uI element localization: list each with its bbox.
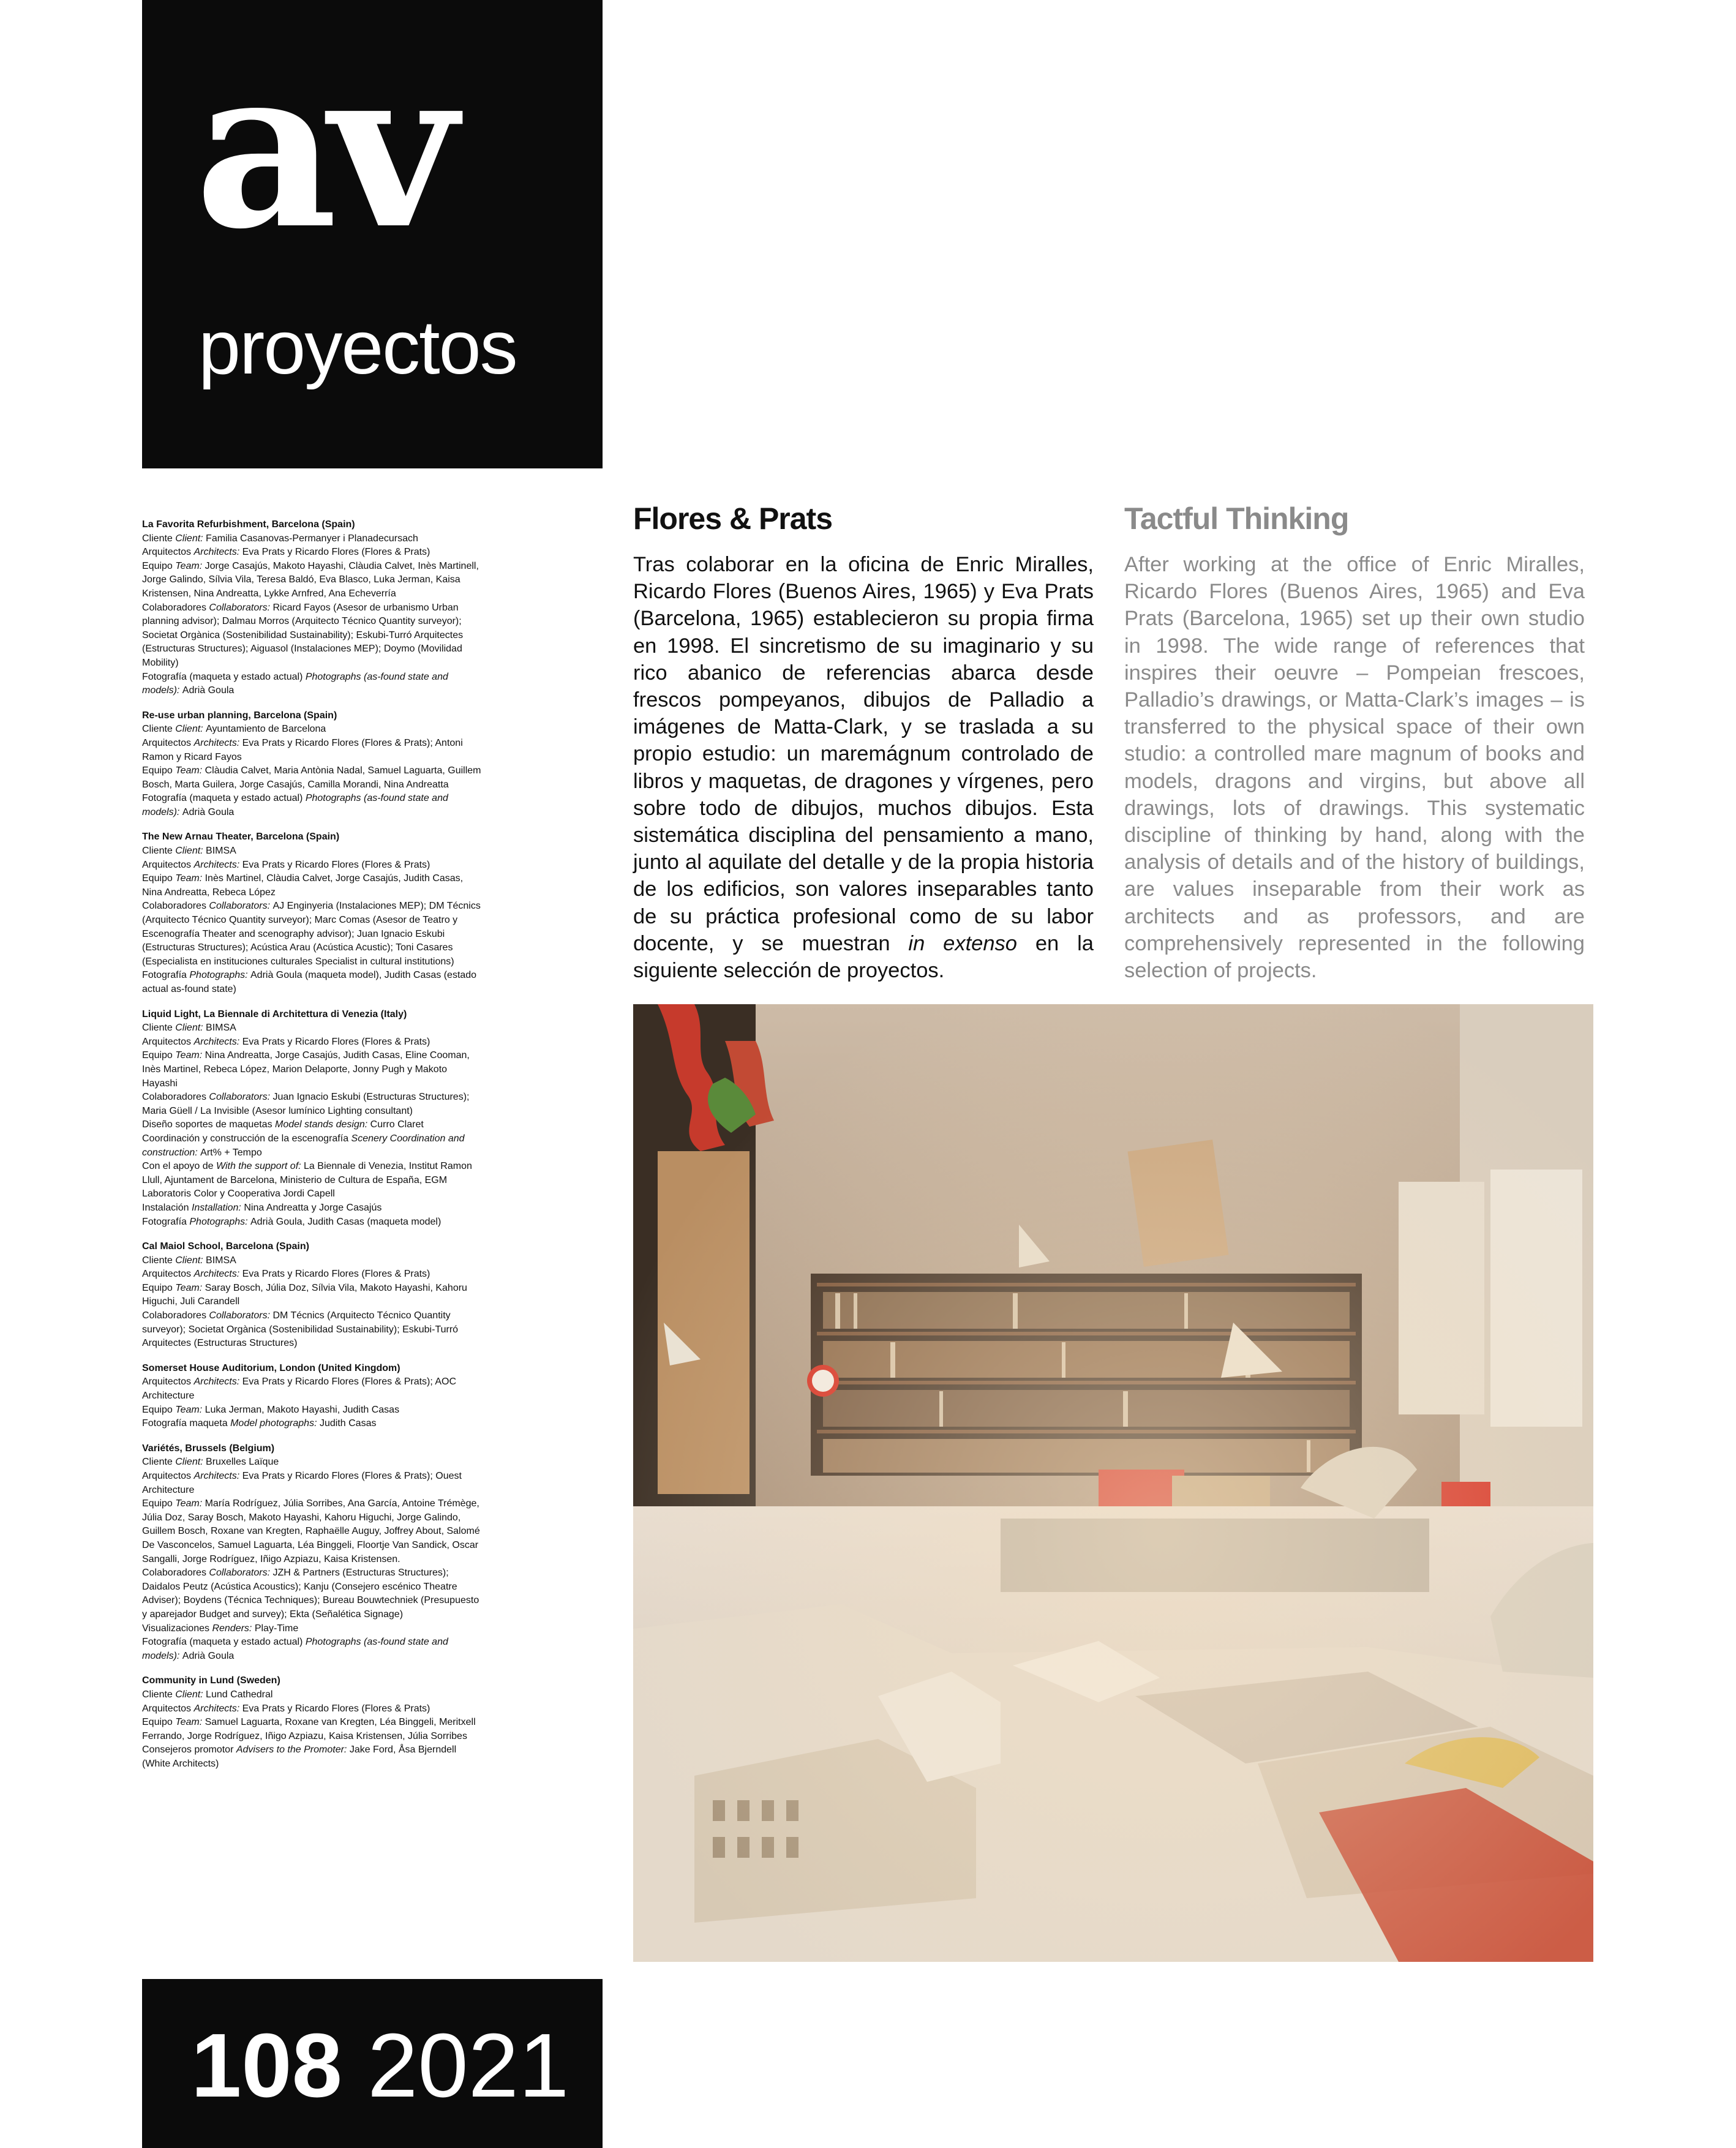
credit-role-en: Client: — [175, 1255, 206, 1266]
credit-role-es: Arquitectos — [142, 547, 194, 558]
credit-role-es: Arquitectos — [142, 859, 194, 870]
credit-names: Familia Casanovas-Permanyer i Planadecursach — [206, 533, 418, 544]
credit-names: La Biennale di Venezia, Institut Ramon Llull, Ajuntament de Barcelona, Ministerio de Cultura de España, EGM Laboratoris Color y Cooperativa Jordi Capell — [142, 1161, 472, 1200]
credit-role-en: Client: — [175, 1023, 206, 1034]
credit-role-en: Collaborators: — [209, 1310, 273, 1321]
credit-role-es: Instalación — [142, 1202, 192, 1213]
credit-names: Clàudia Calvet, Maria Antònia Nadal, Samuel Laguarta, Guillem Bosch, Marta Guilera, Jorge Casajús, Camilla Morandi, Nina Andreatta — [142, 765, 481, 790]
credit-project — [142, 1442, 485, 1664]
issue-year: 2021 — [367, 2015, 569, 2116]
credit-project — [142, 709, 485, 820]
credit-project-title: The New Arnau Theater, Barcelona (Spain) — [142, 832, 340, 843]
credit-role-en: Photographs: — [189, 970, 250, 981]
credit-role-en: Model photographs: — [230, 1418, 320, 1429]
credit-line — [142, 1743, 485, 1771]
credit-role-es: Equipo — [142, 1404, 176, 1415]
credit-line — [142, 670, 485, 698]
credit-line — [142, 1635, 485, 1663]
credit-role-es: Fotografía — [142, 970, 190, 981]
credit-line — [142, 1201, 485, 1215]
credit-role-en: Installation: — [191, 1202, 244, 1213]
credit-project — [142, 830, 485, 996]
body-es-part2: en la siguiente selección de proyectos. — [633, 931, 1094, 983]
credit-names: Inès Martinel, Clàudia Calvet, Jorge Casajús, Judith Casas, Nina Andreatta, Rebeca López — [142, 873, 464, 898]
credit-names: Eva Prats y Ricardo Flores (Flores & Prats) — [242, 547, 430, 558]
article-body-en: After working at the office of Enric Miralles, Ricardo Flores (Buenos Aires, 1965) and Eva Prats (Barcelona, 1965) set up their own studio in 1998. The wide range of references that inspires their oeuvre – Pompeian frescoes, Palladio’s drawings, or Matta-Clark’s images – is transferred to the physical space of their own studio: a controlled mare magnum of books and models, dragons and virgins, but above all drawings, lots of drawings. This systematic discipline of thinking by hand, along with the analysis of details and of the history of buildings, are values inseparable from their work as architects and as professors, and are comprehensively represented in the following selection of projects. — [1124, 553, 1585, 983]
article-body-es — [633, 551, 1094, 984]
credit-project-title: Community in Lund (Sweden) — [142, 1675, 280, 1686]
credit-names: JZH & Partners (Estructuras Structures); Daidalos Peutz (Acústica Acoustics); Kanju (Consejero escénico Theatre Adviser); Boydens (Técnica Techniques); Bureau Bouwtechniek (Presupuesto y aparejador Budget and survey); Ekta (Señalética Signage) — [142, 1568, 479, 1620]
credit-project — [142, 1240, 485, 1351]
credit-role-en: Scenery Coordination and construction: — [142, 1133, 465, 1158]
credit-role-en: Client: — [175, 1689, 206, 1700]
issue-number: 108 — [191, 2015, 342, 2116]
project-credits — [142, 518, 485, 1782]
credit-role-es: Equipo — [142, 1498, 176, 1509]
credit-project-title: Somerset House Auditorium, London (United Kingdom) — [142, 1362, 400, 1373]
credit-names: Jake Ford, Åsa Bjerndell (White Architects) — [142, 1744, 457, 1769]
credit-line — [142, 1118, 485, 1132]
credit-line — [142, 1091, 485, 1118]
credit-project-title: La Favorita Refurbishment, Barcelona (Spain) — [142, 519, 355, 530]
credit-role-es: Colaboradores — [142, 901, 209, 912]
credit-line — [142, 899, 485, 969]
credit-line — [142, 1417, 485, 1431]
credit-names: Adrià Goula — [182, 1650, 235, 1661]
credit-project-title: Cal Maiol School, Barcelona (Spain) — [142, 1241, 309, 1252]
credit-role-es: Colaboradores — [142, 602, 209, 613]
credit-role-en: Architects: — [194, 737, 242, 748]
credit-project-title: Variétés, Brussels (Belgium) — [142, 1443, 275, 1454]
credit-role-es: Equipo — [142, 1282, 176, 1293]
credit-role-es: Fotografía — [142, 1216, 190, 1227]
credit-names: Adrià Goula, Judith Casas (maqueta model) — [250, 1216, 442, 1227]
credit-role-en: With the support of: — [216, 1161, 304, 1172]
credit-role-es: Cliente — [142, 1023, 176, 1034]
credit-line — [142, 1622, 485, 1636]
credit-role-en: Team: — [175, 1498, 205, 1509]
credit-role-en: Collaborators: — [209, 1568, 273, 1579]
credit-role-es: Fotografía maqueta — [142, 1418, 231, 1429]
credit-role-en: Architects: — [194, 1036, 242, 1047]
credit-project — [142, 1008, 485, 1230]
credit-role-es: Equipo — [142, 873, 176, 884]
credit-role-es: Cliente — [142, 846, 176, 857]
credit-role-en: Photographs (as-found state and models): — [142, 793, 448, 817]
credit-role-es: Cliente — [142, 1255, 176, 1266]
credit-role-en: Advisers to the Promoter: — [236, 1744, 350, 1756]
credit-role-es: Colaboradores — [142, 1568, 209, 1579]
credit-role-en: Team: — [175, 1282, 205, 1293]
credit-names: Adrià Goula (maqueta model), Judith Casas (estado actual as-found state) — [142, 970, 477, 994]
credit-line — [142, 1688, 485, 1702]
credit-role-en: Collaborators: — [209, 901, 273, 912]
credit-names: Bruxelles Laïque — [206, 1457, 279, 1468]
credit-names: BIMSA — [206, 1023, 236, 1034]
credit-names: Ayuntamiento de Barcelona — [206, 724, 326, 735]
credit-role-en: Team: — [175, 1717, 205, 1728]
body-es-part1: Tras colaborar en la oficina de Enric Miralles, Ricardo Flores (Buenos Aires, 1965) y Eva Prats (Barcelona, 1965) establecieron su propia firma en 1998. El sincretismo de su imaginario y su rico abanico de referencias abarca desde frescos pompeyanos, dibujos de Palladio a imágenes de Matta-Clark, y se traslada a su propio estudio: un maremágnum controlado de libros y maquetas, de dragones y vírgenes, pero sobre todo de dibujos, muchos dibujos. Esta sistemática disciplina del pensamiento a mano, junto al aquilate del detalle y de la propia historia de los edificios, son valores inseparables tanto de su práctica profesional como de su labor docente, y se muestran — [633, 553, 1094, 955]
credit-line — [142, 723, 485, 737]
credit-role-es: Cliente — [142, 1689, 176, 1700]
credit-line — [142, 1132, 485, 1160]
credit-role-en: Architects: — [194, 1269, 242, 1280]
credit-line — [142, 737, 485, 764]
credit-role-en: Team: — [175, 873, 205, 884]
credit-line — [142, 1566, 485, 1621]
credit-role-es: Con el apoyo de — [142, 1161, 216, 1172]
credit-role-en: Renders: — [212, 1623, 255, 1634]
credit-line — [142, 872, 485, 899]
credit-role-en: Photographs (as-found state and models): — [142, 671, 448, 696]
credit-role-en: Architects: — [194, 1703, 242, 1714]
credit-line — [142, 1282, 485, 1309]
credit-line — [142, 1309, 485, 1351]
credit-names: Eva Prats y Ricardo Flores (Flores & Prats); AOC Architecture — [142, 1376, 457, 1402]
credit-role-es: Equipo — [142, 1717, 176, 1728]
credit-line — [142, 1716, 485, 1743]
credit-names: Adrià Goula — [182, 806, 235, 817]
studio-photo — [633, 1004, 1593, 1962]
credit-role-en: Photographs (as-found state and models): — [142, 1637, 448, 1661]
credit-line — [142, 1497, 485, 1566]
credit-role-es: Visualizaciones — [142, 1623, 212, 1634]
credit-role-en: Team: — [175, 1404, 205, 1415]
credit-line — [142, 1021, 485, 1035]
credit-role-en: Collaborators: — [209, 1092, 273, 1103]
credit-line — [142, 1035, 485, 1050]
credit-role-en: Architects: — [194, 1471, 242, 1481]
credit-names: Play-Time — [254, 1623, 299, 1634]
logo-av: av — [195, 18, 449, 277]
credit-names: BIMSA — [206, 846, 236, 857]
credit-names: Eva Prats y Ricardo Flores (Flores & Prats) — [242, 859, 430, 870]
masthead-logo — [142, 0, 603, 468]
credit-project-title: Liquid Light, La Biennale di Architettura di Venezia (Italy) — [142, 1008, 407, 1020]
credit-names: Saray Bosch, Júlia Doz, Sílvia Vila, Makoto Hayashi, Kahoru Higuchi, Juli Carandell — [142, 1282, 467, 1307]
credit-role-es: Fotografía (maqueta y estado actual) — [142, 1637, 306, 1648]
credit-names: Art% + Tempo — [200, 1147, 262, 1158]
credit-line — [142, 1254, 485, 1268]
credit-line — [142, 1375, 485, 1403]
credit-line — [142, 532, 485, 546]
credit-role-es: Fotografía (maqueta y estado actual) — [142, 793, 306, 804]
credit-line — [142, 601, 485, 670]
credit-role-es: Colaboradores — [142, 1310, 209, 1321]
credit-line — [142, 560, 485, 601]
credit-role-es: Cliente — [142, 724, 176, 735]
credit-role-es: Fotografía (maqueta y estado actual) — [142, 671, 306, 682]
credit-role-es: Arquitectos — [142, 1471, 194, 1481]
credit-role-es: Coordinación y construcción de la escenografía — [142, 1133, 351, 1144]
credit-role-en: Architects: — [194, 1376, 242, 1388]
credit-role-en: Collaborators: — [209, 602, 273, 613]
credit-names: Lund Cathedral — [206, 1689, 273, 1700]
credit-role-es: Equipo — [142, 765, 176, 776]
credit-role-en: Model stands design: — [275, 1119, 370, 1130]
issue-block — [142, 1979, 603, 2148]
body-es-italic: in extenso — [908, 931, 1017, 955]
credit-line — [142, 1702, 485, 1716]
credit-role-es: Arquitectos — [142, 737, 194, 748]
credit-role-es: Arquitectos — [142, 1376, 194, 1388]
credit-line — [142, 1049, 485, 1091]
credit-role-es: Consejeros promotor — [142, 1744, 236, 1756]
credit-line — [142, 1455, 485, 1470]
credit-role-es: Cliente — [142, 1457, 176, 1468]
credit-line — [142, 1160, 485, 1201]
credit-role-en: Photographs: — [189, 1216, 250, 1227]
credit-names: Eva Prats y Ricardo Flores (Flores & Prats) — [242, 1269, 430, 1280]
credit-role-en: Team: — [175, 765, 205, 776]
logo-proyectos: proyectos — [198, 306, 517, 390]
credit-names: BIMSA — [206, 1255, 236, 1266]
credit-line — [142, 764, 485, 792]
credit-project-title: Re-use urban planning, Barcelona (Spain) — [142, 710, 337, 721]
credit-names: María Rodríguez, Júlia Sorribes, Ana García, Antoine Trémège, Júlia Doz, Saray Bosch, Makoto Hayashi, Kahoru Higuchi, Jorge Galindo, Guillem Bosch, Roxane van Kregten, Raphaëlle Auguy, Joffrey About, Salomé De Vasconcelos, Samuel Laguarta, Léa Binggeli, Floortje Van Sandick, Oscar Sangalli, Jorge Rodríguez, Iñigo Azpiazu, Kaisa Kristensen. — [142, 1498, 480, 1564]
credit-line — [142, 1403, 485, 1418]
credit-project — [142, 518, 485, 698]
article-heading-es: Flores & Prats — [633, 501, 833, 536]
credit-role-en: Client: — [175, 1457, 206, 1468]
credit-names: DM Técnics (Arquitecto Técnico Quantity surveyor); Societat Orgànica (Sostenibilidad Sustainability); Eskubi-Turró Arquitectes (Estructuras Structures) — [142, 1310, 459, 1349]
credit-role-es: Arquitectos — [142, 1036, 194, 1047]
credit-line — [142, 1470, 485, 1497]
credit-role-en: Team: — [175, 1050, 205, 1061]
credit-names: Judith Casas — [319, 1418, 377, 1429]
credit-line — [142, 844, 485, 858]
credit-role-en: Client: — [175, 724, 206, 735]
credit-names: Jorge Casajús, Makoto Hayashi, Clàudia Calvet, Inès Martinell, Jorge Galindo, Sílvia Vila, Teresa Baldó, Eva Blasco, Luka Jerman, Kaisa Kristensen, Nina Andreatta, Lykke Arnfred, Ana Echeverría — [142, 560, 479, 599]
credit-role-en: Client: — [175, 846, 206, 857]
credit-names: Eva Prats y Ricardo Flores (Flores & Prats); Ouest Architecture — [142, 1471, 462, 1495]
credit-role-en: Client: — [175, 533, 206, 544]
credit-line — [142, 546, 485, 560]
credit-project — [142, 1362, 485, 1431]
credit-role-es: Arquitectos — [142, 1269, 194, 1280]
credit-role-es: Arquitectos — [142, 1703, 194, 1714]
credit-names: AJ Enginyeria (Instalaciones MEP); DM Técnics (Arquitecto Técnico Quantity surveyor); Marc Comas (Asesor de Teatro y Escenografía Theater and scenography advisor); Juan Ignacio Eskubi (Estructuras Structures); Acústica Arau (Acústica Acustic); Toni Casares (Especialista en instituciones culturales Specialist in cultural institutions) — [142, 901, 481, 967]
credit-line — [142, 792, 485, 819]
credit-role-es: Equipo — [142, 1050, 176, 1061]
credit-names: Eva Prats y Ricardo Flores (Flores & Prats) — [242, 1036, 430, 1047]
credit-names: Nina Andreatta, Jorge Casajús, Judith Casas, Eline Cooman, Inès Martinel, Rebeca López, Marion Delaporte, Jonny Pugh y Makoto Hayashi — [142, 1050, 470, 1089]
credit-role-es: Cliente — [142, 533, 176, 544]
credit-names: Adrià Goula — [182, 685, 235, 696]
credit-names: Eva Prats y Ricardo Flores (Flores & Prats); Antoni Ramon y Ricard Fayos — [142, 737, 463, 762]
credit-role-es: Diseño soportes de maquetas — [142, 1119, 276, 1130]
credit-line — [142, 1215, 485, 1230]
credit-role-es: Equipo — [142, 560, 176, 571]
credit-line — [142, 969, 485, 996]
credit-role-en: Team: — [175, 560, 205, 571]
credit-names: Luka Jerman, Makoto Hayashi, Judith Casas — [205, 1404, 400, 1415]
credit-names: Eva Prats y Ricardo Flores (Flores & Prats) — [242, 1703, 430, 1714]
credit-role-es: Colaboradores — [142, 1092, 209, 1103]
article-heading-en: Tactful Thinking — [1124, 501, 1349, 536]
issue-text — [191, 2015, 569, 2116]
credit-names: Juan Ignacio Eskubi (Estructuras Structures); Maria Güell / La Invisible (Asesor lumínico Lighting consultant) — [142, 1092, 470, 1116]
credit-names: Samuel Laguarta, Roxane van Kregten, Léa Binggeli, Meritxell Ferrando, Jorge Rodríguez, Iñigo Azpiazu, Kaisa Kristensen, Júlia Sorribes — [142, 1717, 476, 1741]
credit-line — [142, 858, 485, 873]
credit-names: Ricard Fayos (Asesor de urbanismo Urban planning advisor); Dalmau Morros (Arquitecto Técnico Quantity surveyor); Societat Orgànica (Sostenibilidad Sustainability); Eskubi-Turró Arquitectes (Estructuras Structures); Aiguasol (Instalaciones MEP); Doymo (Movilidad Mobility) — [142, 602, 464, 668]
credit-line — [142, 1267, 485, 1282]
credit-names: Curro Claret — [370, 1119, 424, 1130]
credit-role-en: Architects: — [194, 547, 242, 558]
credit-project — [142, 1674, 485, 1771]
credit-role-en: Architects: — [194, 859, 242, 870]
credit-names: Nina Andreatta y Jorge Casajús — [244, 1202, 382, 1213]
